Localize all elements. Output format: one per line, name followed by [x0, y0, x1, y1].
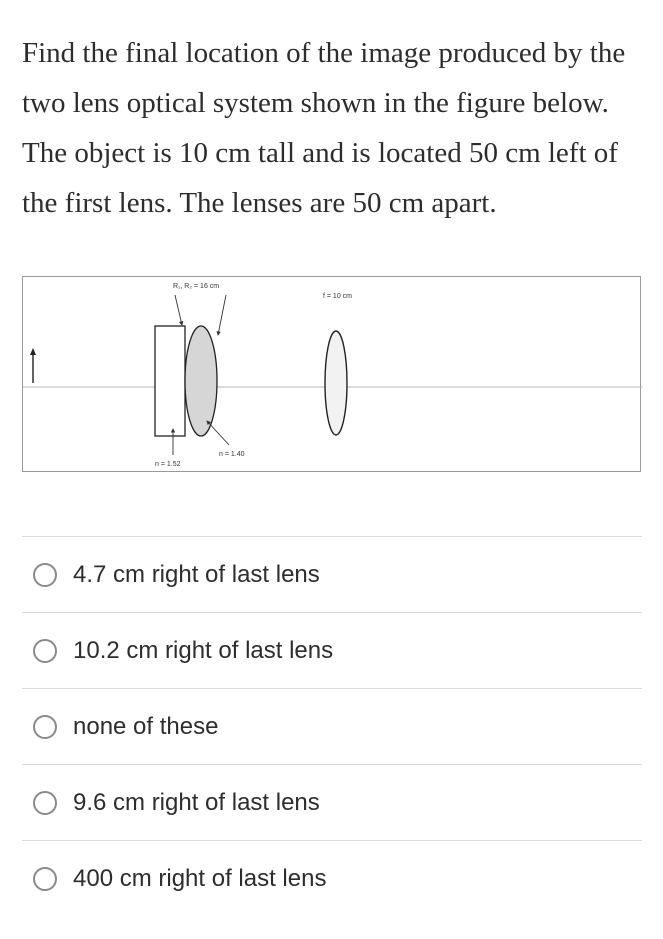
answer-option-label: 4.7 cm right of last lens: [73, 560, 320, 588]
answer-option[interactable]: [22, 612, 642, 688]
question-text: Find the final location of the image produced by the two lens optical system shown in the figure below. The object is 10 cm tall and is located 50 cm left of the first lens. The lenses are 50 cm apart.: [22, 37, 626, 219]
answer-option-label: 400 cm right of last lens: [73, 864, 327, 892]
object-arrowhead: [30, 348, 36, 355]
lens-diagram: [23, 277, 642, 473]
index-right-label: n = 1.40: [219, 451, 245, 458]
answer-option[interactable]: [22, 840, 642, 916]
index-pointer-right: [207, 421, 229, 445]
radius-pointer-2: [218, 295, 226, 335]
radio-button[interactable]: [33, 715, 57, 739]
plano-element: [155, 326, 185, 436]
answer-option-label: 10.2 cm right of last lens: [73, 636, 334, 664]
answer-option[interactable]: [22, 764, 642, 840]
answer-option-label: 9.6 cm right of last lens: [73, 788, 320, 816]
answer-option-label: none of these: [73, 712, 219, 740]
radio-button[interactable]: [33, 867, 57, 891]
radio-button[interactable]: [33, 639, 57, 663]
convex-element: [185, 326, 217, 436]
index-left-label: n = 1.52: [155, 461, 181, 468]
radio-button[interactable]: [33, 791, 57, 815]
answer-options: [22, 536, 642, 916]
answer-option[interactable]: [22, 536, 642, 612]
lens-system-figure: [22, 276, 641, 472]
second-lens: [325, 331, 347, 435]
answer-option[interactable]: [22, 688, 642, 764]
radio-button[interactable]: [33, 563, 57, 587]
radius-pointer-1: [175, 295, 182, 325]
focal-length-label: f = 10 cm: [323, 293, 352, 300]
radius-label: R₁, R₂ = 16 cm: [173, 283, 220, 290]
